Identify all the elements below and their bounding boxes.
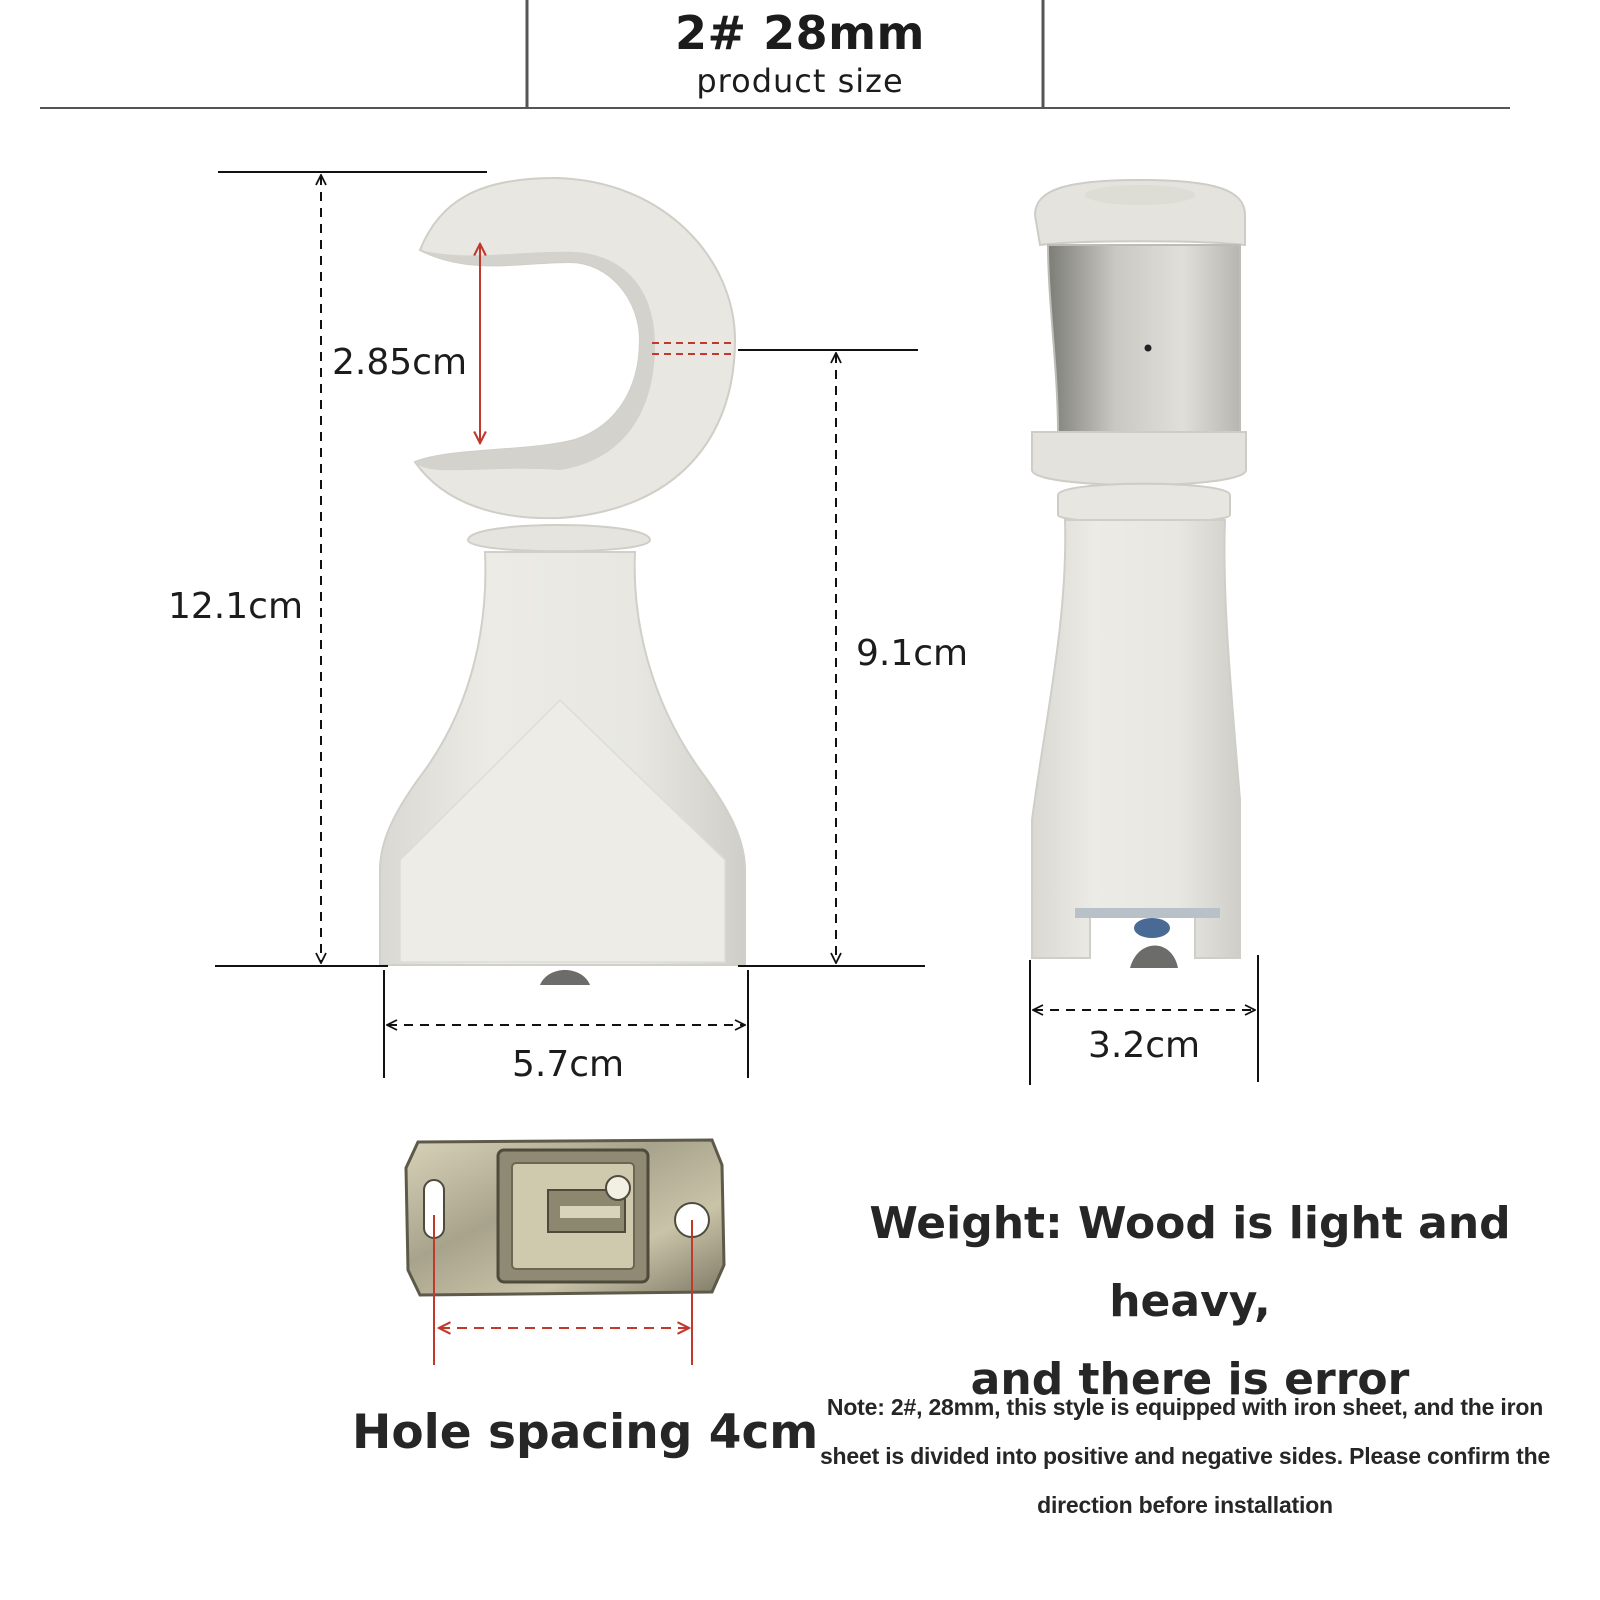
weight-line-2: and there is error xyxy=(970,1354,1410,1405)
note-line-1: Note: 2#, 28mm, this style is equipped with iron sheet, and the iron xyxy=(826,1394,1544,1420)
side-width-label: 3.2cm xyxy=(1088,1025,1201,1066)
installation-note xyxy=(790,1383,1580,1530)
lower-height-label: 9.1cm xyxy=(856,633,969,674)
hole-spacing-label: Hole spacing 4cm xyxy=(352,1405,819,1460)
opening-label: 2.85cm xyxy=(332,342,468,383)
note-line-2: sheet is divided into positive and negative sides. Please confirm the xyxy=(819,1443,1551,1469)
front-bracket-image xyxy=(380,178,745,985)
note-line-3: direction before installation xyxy=(1037,1492,1333,1518)
base-width-label: 5.7cm xyxy=(512,1044,625,1085)
header-subtitle: product size xyxy=(696,62,904,100)
header-title: 2# 28mm xyxy=(675,6,925,60)
total-height-label: 12.1cm xyxy=(168,586,304,627)
weight-line-1: Weight: Wood is light and heavy, xyxy=(869,1198,1511,1327)
iron-plate-image xyxy=(406,1140,724,1365)
side-bracket-image xyxy=(1032,180,1246,968)
